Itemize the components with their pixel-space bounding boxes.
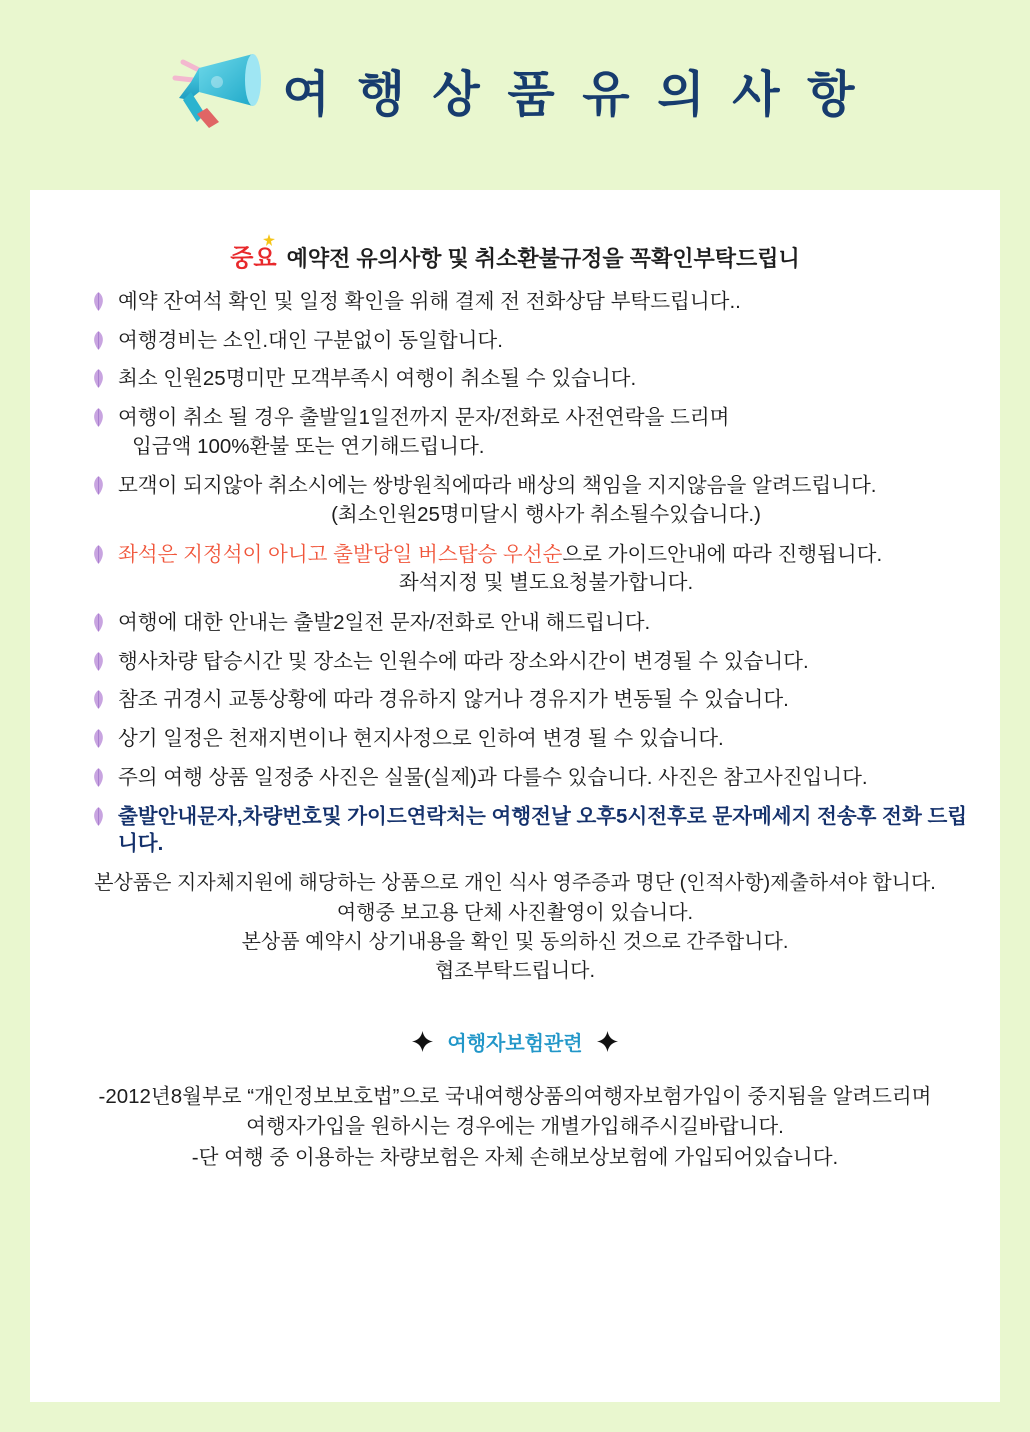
- list-item-text-highlight: 좌석은 지정석이 아니고 출발당일 버스탑승 우선순: [118, 542, 563, 566]
- list-item: [118, 328, 974, 355]
- list-item-subtext: (최소인원25명미달시 행사가 취소될수있습니다.): [331, 502, 761, 526]
- center-paragraph-line: 본상품 예약시 상기내용을 확인 및 동의하신 것으로 간주합니다.: [241, 931, 789, 954]
- center-paragraph-line: 협조부탁드립니다.: [434, 960, 596, 983]
- list-item: [118, 687, 974, 714]
- feather-bullet-icon: [92, 806, 105, 825]
- insurance-line: 여행자가입을 원하시는 경우에는 개별가입해주시길바랍니다.: [246, 1115, 784, 1139]
- sparkle-diamond-icon: [412, 1031, 433, 1052]
- insurance-body: [56, 1082, 974, 1173]
- list-item: [118, 405, 974, 461]
- list-item-text: 모객이 되지않아 취소시에는 쌍방원칙에따라 배상의 책임을 지지않음을 알려드립니다.: [118, 474, 877, 498]
- feather-bullet-icon: [92, 690, 105, 709]
- notice-list: [56, 289, 974, 857]
- list-item: [118, 542, 974, 598]
- feather-bullet-icon: [92, 613, 105, 632]
- insurance-title: 여행자보험관련: [447, 1032, 583, 1055]
- sparkle-diamond-icon: [597, 1031, 618, 1052]
- important-badge: [230, 247, 276, 271]
- important-badge-label: 중요: [230, 245, 277, 272]
- list-item: [118, 289, 974, 316]
- feather-bullet-icon: [92, 652, 105, 671]
- list-item: [118, 765, 974, 792]
- feather-bullet-icon: [92, 369, 105, 388]
- list-item: [118, 473, 974, 529]
- insurance-heading: [56, 1027, 974, 1056]
- list-item: [118, 803, 974, 857]
- list-item-text: 여행경비는 소인.대인 구분없이 동일합니다.: [118, 328, 503, 352]
- list-item-text: 상기 일정은 천재지변이나 현지사정으로 인하여 변경 될 수 있습니다.: [118, 726, 724, 750]
- sparkle-icon: [262, 234, 276, 247]
- feather-bullet-icon: [92, 292, 105, 311]
- list-item-text: 주의 여행 상품 일정중 사진은 실물(실제)과 다를수 있습니다. 사진은 참고사진입니다.: [118, 765, 868, 789]
- list-item-text: 최소 인원25명미만 모객부족시 여행이 취소될 수 있습니다.: [118, 367, 637, 391]
- list-item: [118, 649, 974, 676]
- feather-bullet-icon: [92, 545, 105, 564]
- list-item-subtext: 좌석지정 및 별도요청불가합니다.: [398, 571, 694, 595]
- list-item-subtext: 입금액 100%환불 또는 연기해드립니다.: [132, 434, 485, 458]
- feather-bullet-icon: [92, 408, 105, 427]
- feather-bullet-icon: [92, 331, 105, 350]
- list-item-text: 행사차량 탑승시간 및 장소는 인원수에 따라 장소와시간이 변경될 수 있습니다.: [118, 649, 809, 673]
- center-paragraph-line: 본상품은 지자체지원에 해당하는 상품으로 개인 식사 영주증과 명단 (인적사항)제출하셔야 합니다.: [94, 872, 936, 895]
- feather-bullet-icon: [92, 768, 105, 787]
- list-item-text: 여행에 대한 안내는 출발2일전 문자/전화로 안내 해드립니다.: [118, 611, 651, 634]
- list-item: [118, 610, 974, 637]
- list-item-text: 여행이 취소 될 경우 출발일1일전까지 문자/전화로 사전연락을 드리며: [118, 405, 730, 429]
- list-item-text: 으로 가이드안내에 따라 진행됩니다.: [562, 542, 883, 566]
- page-header: [0, 0, 1030, 148]
- megaphone-icon: [169, 52, 265, 130]
- center-paragraph-block: [56, 869, 974, 987]
- list-item-text: 예약 잔여석 확인 및 일정 확인을 위해 결제 전 전화상담 부탁드립니다..: [118, 290, 741, 313]
- list-item-text: 출발안내문자,차량번호및 가이드연락처는 여행전날 오후5시전후로 문자메세지 전송후 전화 드립니다.: [118, 805, 968, 856]
- page-title: 여 행 상 품 유 의 사 항: [282, 68, 862, 122]
- insurance-line: -2012년8월부로 “개인정보보호법”으로 국내여행상품의여행자보험가입이 중지됨을 알려드리며: [98, 1084, 932, 1108]
- center-paragraph-line: 여행중 보고용 단체 사진촬영이 있습니다.: [336, 901, 694, 924]
- list-item-text: 참조 귀경시 교통상황에 따라 경유하지 않거나 경유지가 변동될 수 있습니다.: [118, 688, 789, 712]
- list-item: [118, 726, 974, 753]
- feather-bullet-icon: [92, 729, 105, 748]
- content-card: [30, 190, 1000, 1402]
- feather-bullet-icon: [92, 476, 105, 495]
- insurance-line: -단 여행 중 이용하는 차량보험은 자체 손해보상보험에 가입되어있습니다.: [191, 1145, 839, 1169]
- important-notice-row: [56, 242, 974, 273]
- list-item: [118, 366, 974, 393]
- important-notice-text: 예약전 유의사항 및 취소환불규정을 꼭확인부탁드립니: [286, 246, 800, 271]
